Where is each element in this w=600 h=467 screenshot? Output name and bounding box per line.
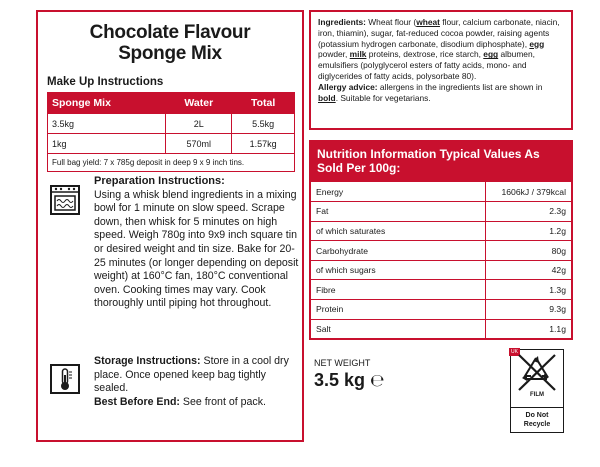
ingredients-text: Wheat flour ( (368, 17, 417, 27)
do-not-recycle-icon (510, 349, 564, 433)
best-before-heading: Best Before End: (94, 395, 180, 408)
allergy-bold-word: bold (318, 92, 336, 103)
recycle-material: FILM (530, 392, 544, 398)
nutrient-value: 2.3g (485, 202, 571, 222)
col-total: Total (232, 93, 295, 114)
nutrient-value: 1.2g (485, 221, 571, 241)
storage-heading: Storage Instructions: (94, 355, 201, 367)
preparation-instructions (94, 175, 302, 311)
table-cell: 2L (166, 114, 232, 134)
allergy-text: . Suitable for vegetarians. (335, 92, 431, 103)
nutrition-panel (309, 140, 573, 340)
nutrient-name: Salt (311, 319, 485, 339)
table-row (311, 280, 571, 300)
ingredients-text: flour, calcium carbonate, niacin, iron, thiamin), sugar, fat-reduced cocoa powder, raising agents (potassium hydrogen carbonate, disodium diphosphate), (318, 17, 560, 49)
col-sponge-mix: Sponge Mix (48, 93, 166, 114)
net-weight-value (314, 370, 385, 391)
nutrient-value: 1606kJ / 379kcal (485, 182, 571, 202)
nutrition-table (311, 182, 571, 339)
product-title-line1: Chocolate Flavour (89, 22, 251, 43)
ingredients-text: powder, (318, 49, 350, 60)
table-row (311, 221, 571, 241)
nutrient-value: 80g (485, 241, 571, 261)
table-cell: 1kg (48, 134, 166, 154)
preparation-text: Using a whisk blend ingredients in a mixing bowl for 1 minute on slow speed. Scrape down, then whisk for 5 minutes on high speed. Weigh 780g into 9x9 inch square tin or desired weight and tin size. Bake for 20-25 minutes (or longer depending on deposit weight) at 160°C fan, 180°C conventional oven. Cooking times may vary. Cook thoroughly until piping hot throughout. (94, 188, 299, 310)
nutrition-heading: Nutrition Information Typical Values As Sold Per 100g: (311, 142, 571, 182)
table-row (311, 300, 571, 320)
bag-yield: Full bag yield: 7 x 785g deposit in deep 9 x 9 inch tins. (47, 154, 295, 172)
table-row (311, 241, 571, 261)
nutrient-name: Fat (311, 202, 485, 222)
e-mark-icon: ℮ (370, 371, 385, 391)
nutrient-value: 9.3g (485, 300, 571, 320)
nutrient-name: of which sugars (311, 260, 485, 280)
table-row (311, 260, 571, 280)
table-cell: 5.5kg (232, 114, 295, 134)
ingredients-text: proteins, dextrose, rice starch, (366, 49, 484, 60)
allergy-advice-label: Allergy advice: (318, 81, 378, 92)
oven-icon (50, 185, 80, 215)
uk-badge: UK (511, 349, 518, 355)
storage-text: Store in a cool dry place. Once opened keep bag tightly sealed. (94, 355, 289, 395)
nutrient-value: 1.1g (485, 319, 571, 339)
storage-instructions (94, 355, 302, 409)
do-not-recycle-line2: Recycle (523, 421, 551, 428)
make-up-table (47, 92, 295, 154)
preparation-heading: Preparation Instructions: (94, 175, 225, 187)
table-row (311, 319, 571, 339)
make-up-header-row (48, 93, 295, 114)
nutrient-value: 1.3g (485, 280, 571, 300)
allergy-text: allergens in the ingredients list are shown in (377, 81, 543, 92)
allergen-egg: egg (529, 38, 545, 49)
table-cell: 1.57kg (232, 134, 295, 154)
table-row (311, 182, 571, 202)
nutrient-value: 42g (485, 260, 571, 280)
instructions-panel (36, 10, 304, 442)
table-row (48, 134, 295, 154)
ingredients-text: albumen, emulsifiers (polyglycerol esters of fatty acids, mono- and diglycerides of fatty acids, polysorbate 80). (318, 49, 535, 81)
nutrient-name: Fibre (311, 280, 485, 300)
net-weight-amount: 3.5 kg (314, 370, 366, 390)
net-weight-label: NET WEIGHT (314, 358, 371, 368)
table-row (311, 202, 571, 222)
thermometer-icon (50, 364, 80, 394)
table-cell: 570ml (166, 134, 232, 154)
nutrient-name: Carbohydrate (311, 241, 485, 261)
nutrient-name: Protein (311, 300, 485, 320)
do-not-recycle-line1: Do Not (525, 412, 549, 419)
col-water: Water (166, 93, 232, 114)
ingredients-panel (309, 10, 573, 130)
make-up-heading: Make Up Instructions (47, 76, 164, 88)
allergen-wheat: wheat (416, 17, 440, 27)
allergen-milk: milk (349, 49, 367, 60)
best-before-text: See front of pack. (182, 395, 266, 408)
ingredients-label: Ingredients: (318, 17, 366, 27)
do-not-recycle-text (511, 407, 563, 432)
product-title-line2: Sponge Mix (118, 43, 222, 64)
table-cell: 3.5kg (48, 114, 166, 134)
allergen-egg: egg (483, 49, 499, 60)
table-row (48, 114, 295, 134)
nutrient-name: of which saturates (311, 221, 485, 241)
nutrient-name: Energy (311, 182, 485, 202)
product-title (38, 22, 302, 64)
